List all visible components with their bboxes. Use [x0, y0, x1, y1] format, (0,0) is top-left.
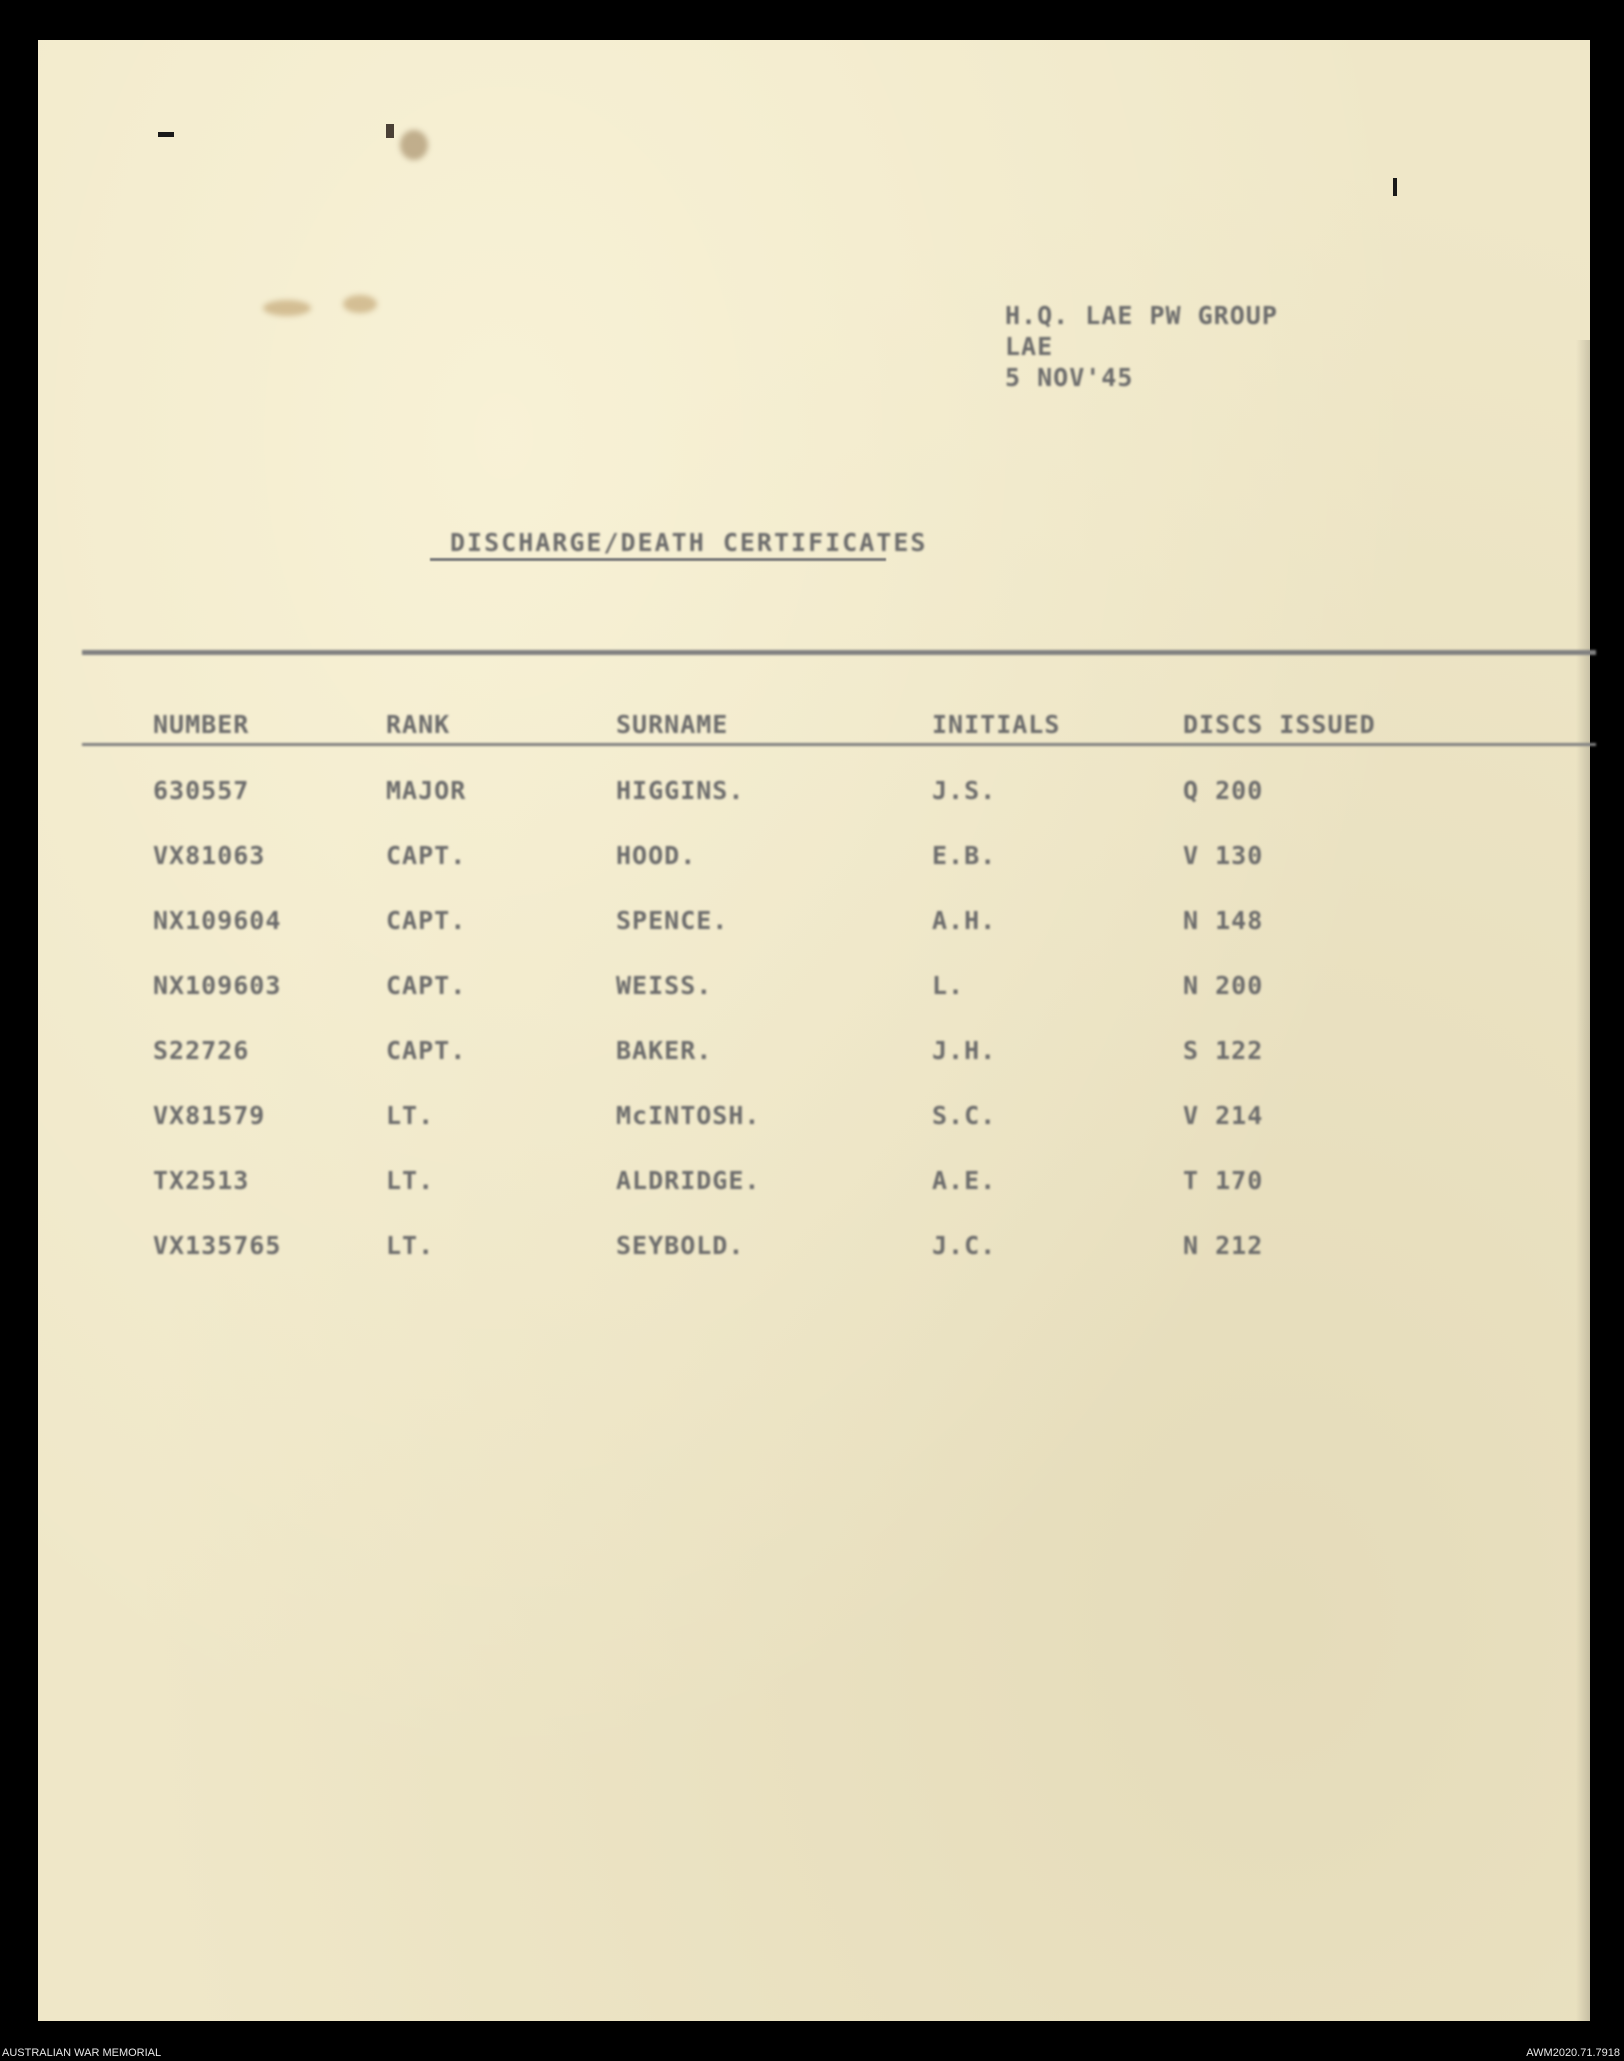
cell-surname: ALDRIDGE.	[616, 1166, 761, 1195]
table-row	[38, 776, 1590, 816]
header-discs-issued: DISCS ISSUED	[1183, 710, 1376, 739]
header-initials: INITIALS	[932, 710, 1061, 739]
cell-initials: J.H.	[932, 1036, 997, 1065]
header-rank: RANK	[386, 710, 451, 739]
table-top-rule	[82, 650, 1596, 655]
cell-initials: J.C.	[932, 1231, 997, 1260]
letterhead-line-place: LAE	[1005, 332, 1054, 361]
stain	[263, 300, 311, 316]
table-row	[38, 1036, 1590, 1076]
letterhead	[1005, 300, 1278, 393]
cell-number: VX81063	[153, 841, 266, 870]
punch-mark	[386, 124, 394, 138]
cell-number: NX109603	[153, 971, 282, 1000]
title-underline	[430, 558, 886, 561]
cell-initials: S.C.	[932, 1101, 997, 1130]
cell-disc: Q 200	[1183, 776, 1264, 805]
cell-rank: CAPT.	[386, 1036, 467, 1065]
cell-rank: CAPT.	[386, 971, 467, 1000]
cell-disc: N 200	[1183, 971, 1264, 1000]
cell-rank: MAJOR	[386, 776, 467, 805]
cell-number: NX109604	[153, 906, 282, 935]
cell-disc: V 130	[1183, 841, 1264, 870]
cell-initials: L.	[932, 971, 965, 1000]
cell-rank: LT.	[386, 1166, 435, 1195]
header-number: NUMBER	[153, 710, 250, 739]
cell-number: 630557	[153, 776, 250, 805]
cell-number: TX2513	[153, 1166, 250, 1195]
cell-disc: V 214	[1183, 1101, 1264, 1130]
table-row	[38, 841, 1590, 881]
cell-rank: LT.	[386, 1231, 435, 1260]
table-row	[38, 1166, 1590, 1206]
cell-initials: A.E.	[932, 1166, 997, 1195]
cell-initials: A.H.	[932, 906, 997, 935]
letterhead-line-unit: H.Q. LAE PW GROUP	[1005, 301, 1278, 330]
cell-surname: SPENCE.	[616, 906, 729, 935]
letterhead-line-date: 5 NOV'45	[1005, 363, 1134, 392]
table-header-rule	[82, 743, 1596, 746]
stain	[343, 295, 377, 313]
cell-disc: S 122	[1183, 1036, 1264, 1065]
cell-surname: HOOD.	[616, 841, 697, 870]
cell-initials: J.S.	[932, 776, 997, 805]
cell-surname: HIGGINS.	[616, 776, 745, 805]
footer-accession-number: AWM2020.71.7918	[1526, 2047, 1620, 2059]
cell-rank: CAPT.	[386, 906, 467, 935]
cell-disc: T 170	[1183, 1166, 1264, 1195]
stain	[400, 130, 428, 160]
table-row	[38, 1101, 1590, 1141]
cell-surname: McINTOSH.	[616, 1101, 761, 1130]
punch-mark	[158, 132, 174, 137]
cell-initials: E.B.	[932, 841, 997, 870]
cell-number: S22726	[153, 1036, 250, 1065]
cell-disc: N 212	[1183, 1231, 1264, 1260]
cell-surname: WEISS.	[616, 971, 713, 1000]
punch-mark	[1393, 178, 1397, 196]
cell-rank: LT.	[386, 1101, 435, 1130]
document-title: DISCHARGE/DEATH CERTIFICATES	[450, 528, 928, 557]
table-row	[38, 971, 1590, 1011]
cell-surname: BAKER.	[616, 1036, 713, 1065]
document-page	[38, 40, 1590, 2021]
cell-number: VX81579	[153, 1101, 266, 1130]
table-row	[38, 906, 1590, 946]
table-row	[38, 1231, 1590, 1271]
cell-rank: CAPT.	[386, 841, 467, 870]
footer-credit: AUSTRALIAN WAR MEMORIAL	[2, 2047, 162, 2059]
cell-surname: SEYBOLD.	[616, 1231, 745, 1260]
cell-disc: N 148	[1183, 906, 1264, 935]
header-surname: SURNAME	[616, 710, 729, 739]
cell-number: VX135765	[153, 1231, 282, 1260]
